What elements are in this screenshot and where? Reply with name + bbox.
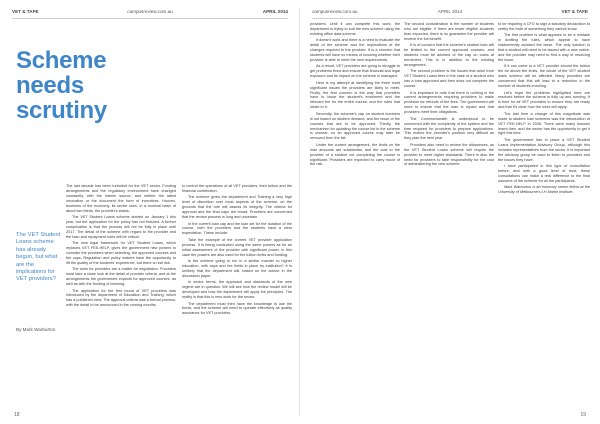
paragraph: I have participated in this type of consultation before, and with a good level of trust, these consultations can make a real difference to the final outcome of the scheme for all the participants. — [498, 164, 590, 183]
paragraph: Let's hope the problems highlighted here are resolved before the scheme is fully up and running. It is time for all VET providers to ensure they are ready and that it's clear how the rules will apply. — [498, 90, 590, 110]
site-url[interactable]: campusreview.com.au — [312, 9, 358, 14]
body-column-4 — [404, 22, 494, 406]
body-column-1 — [66, 184, 176, 406]
right-page-header — [312, 8, 588, 19]
paragraph: In the current loan cap and the loan set for the duration of the course, both the providers and the students have a clear expectation. These include: — [182, 221, 292, 236]
article-standfirst: The VET Student Loans scheme has already begun, but what are the implications for VET providers? — [16, 232, 61, 283]
paragraph: Take the example of the current VET provider application process. It is being conducted using the same powers as for an initial assessment of the provider with significant power, in this case the powers are also used for the tuition limits and funding. — [182, 237, 292, 257]
issue-date: APRIL 2014 — [262, 9, 288, 14]
article-byline: By Mark Warburton — [16, 327, 56, 332]
paragraph: to be requiring a CFO to sign a statutory declaration to certify the truth of something they cannot know. — [498, 22, 590, 31]
paragraph: It is important to note that there is nothing in the current arrangements requiring providers to make provision for refunds of the fees. The government will need to ensure that the loan is repaid and that providers meet their obligations. — [404, 90, 494, 115]
paragraph: Under the current arrangement, the limits on the loan amounts are substantial, and the cost to the provider of a student not completing the course is significant. Providers are expected to carry much of the risk. — [310, 142, 400, 167]
site-url[interactable]: campusreview.com.au — [127, 9, 173, 14]
paragraph: The rules for providers are a matter for negotiation. Providers must take a close look at the detail of provider criteria, and at the arrangements the government expects for approved courses, as well as with the funding of learning. — [66, 267, 176, 286]
paragraph: The application for the first round of VET providers was introduced by the department of Education and Training, which has a published view. The approval criteria was a formal process, with the detail to be announced in the coming months. — [66, 288, 176, 308]
paragraph: Here is my attempt at identifying the three most significant issues the providers are likely to meet. Firstly, the first concern is the way that providers have to issue the student's enrolment and the relevant fee for the entire course, and the rules that relate to it. — [310, 80, 400, 110]
paragraph: Is the scheme going to run in a similar manner to higher education, with caps and fee limits in place by institution? It is unlikely that the department will, based on the advice in the discussion paper. — [182, 259, 292, 278]
body-column-5 — [498, 22, 590, 406]
section-label: VET & TAFE — [12, 9, 39, 14]
right-page — [304, 0, 596, 424]
paragraph: The Commonwealth is understood to be concerned with the complexity of the system and the time required for providers to prepare applications. This makes the provider's position very difficult as they plan the next year. — [404, 116, 494, 141]
section-label: VET & TAFE — [561, 9, 588, 14]
paragraph: It doesn't work and there is a need to evaluate the detail of the scheme and the implications of the changes required to the provider. It is a concern that students will have no means of knowing whether their provider is able to meet the new requirements. — [310, 38, 400, 62]
paragraph: The last decade has been turbulent for the VET sector. Funding arrangements and the regulatory environment have changed constantly, with the interim source, and neither the latest innovation or the document the form of incentives. Hooves, business of the economy, its sector uses, in a nominal basic of about two thirds, the provider's status. — [66, 184, 176, 213]
page-gutter — [299, 8, 300, 416]
paragraph: The government has in place a VET Student Loans Implementation Advisory Group, although this includes representatives from the sector. It is important the advisory group be used to listen to providers and the issues they have. — [498, 137, 590, 162]
article-title: Scheme needs scrutiny — [16, 47, 107, 124]
paragraph: The scheme gives the department and Training a very high level of discretion over most aspects of the scheme, on the grounds that the role will assess its integrity. The criteria for approval and the final caps are broad. Providers are concerned that the review process is long and uncertain. — [182, 195, 292, 220]
paragraph: providers. Until it can complete this work, the department is trying to suit the new scheme using the existing office data scheme. — [310, 22, 400, 36]
body-column-2 — [182, 184, 292, 406]
paragraph: Providers also need to review the allowances, as the VET Student Loans scheme will require the provider to meet higher standards. There is also the need for providers to take responsibility for the cost of administering the new scheme. — [404, 142, 494, 167]
page-number: 19 — [580, 412, 586, 418]
paragraph: As a result, VET providers are going to struggle to get problems fixed and ensure that financial and legal exposure and its impact on the scheme is managed. — [310, 64, 400, 79]
paragraph: If it can come to a VET provider should the tuition fee be above the limits, the whole of the VET student loans scheme will be affected. Many providers are concerned that this will lead to a reduction in the number of students enrolling. — [498, 64, 590, 89]
paragraph: The second consideration is the number of students who are eligible. If there are fewer eligible students than expected, there is no guarantee the provider will receive the full benefit. — [404, 22, 494, 41]
paragraph: The department must then have the knowledge to use the funds, and the scheme will need to operate effectively as quality assurance for VET providers. — [182, 301, 292, 316]
left-page — [4, 0, 296, 424]
paragraph: The first problem is what appears to be a mistake in drafting the rules, which appear to have inadvertently avoided the issue. The only solution is that a student will need to be issued with a new notice, and the provider may need to find a way of resolving the issue. — [498, 33, 590, 62]
body-column-3 — [310, 22, 400, 406]
author-bio: Mark Warburton is an honorary senior fellow at the University of Melbourne's LH Martin Institute. — [498, 185, 590, 195]
issue-date: APRIL 2014 — [437, 9, 463, 14]
page-number: 18 — [14, 412, 20, 418]
paragraph: The new legal framework for VET Student Loans, which replaces VET FEE-HELP, gives the government new powers to consider the providers when selecting, the approved courses and the caps. Regulation and policy makers have the opportunity to lift the quality of the students' experience, but there is real risk. — [66, 241, 176, 265]
paragraph: It is of concern that the scheme's student loan will be limited to the current approved courses, and students must be advised of the cap on loans at enrolment. This is in addition to the existing arrangement. — [404, 43, 494, 67]
paragraph: The VET Student Loans scheme started on January 1 this year, but the application for the policy has not finished. A further complication is that the process will not be fully in place until 2017. The detail of the scheme with regard to the provider and the loan and repayment rules will be critical. — [66, 215, 176, 239]
paragraph: In sector terms, the approach and standards of the new regime are in question. We will see how the review model will be developed and how the department will apply the principles. The reality is that this is new work for the sector. — [182, 280, 292, 299]
paragraph: The second problem is the issues that arise from VET Student Loans fees in the case of a student who has a loan approved and then does not complete the course. — [404, 69, 494, 89]
paragraph: Secondly, the scheme's cap on student numbers is not based on student demand, and the issue of the courses that are to be approved. Thirdly, the mechanism for updating the course list in the scheme is unclear, so an approved course may later be removed from the list. — [310, 111, 400, 141]
left-page-header — [12, 8, 288, 19]
paragraph: to control the operations of all VET providers, their tuition and the financial contribution. — [182, 184, 292, 193]
paragraph: The last time a change of this magnitude was made to student loan schemes was the introduction of VET FEE-HELP in 2008. There were many lessons learnt then, and the sector has the opportunity to get it right this time. — [498, 111, 590, 136]
